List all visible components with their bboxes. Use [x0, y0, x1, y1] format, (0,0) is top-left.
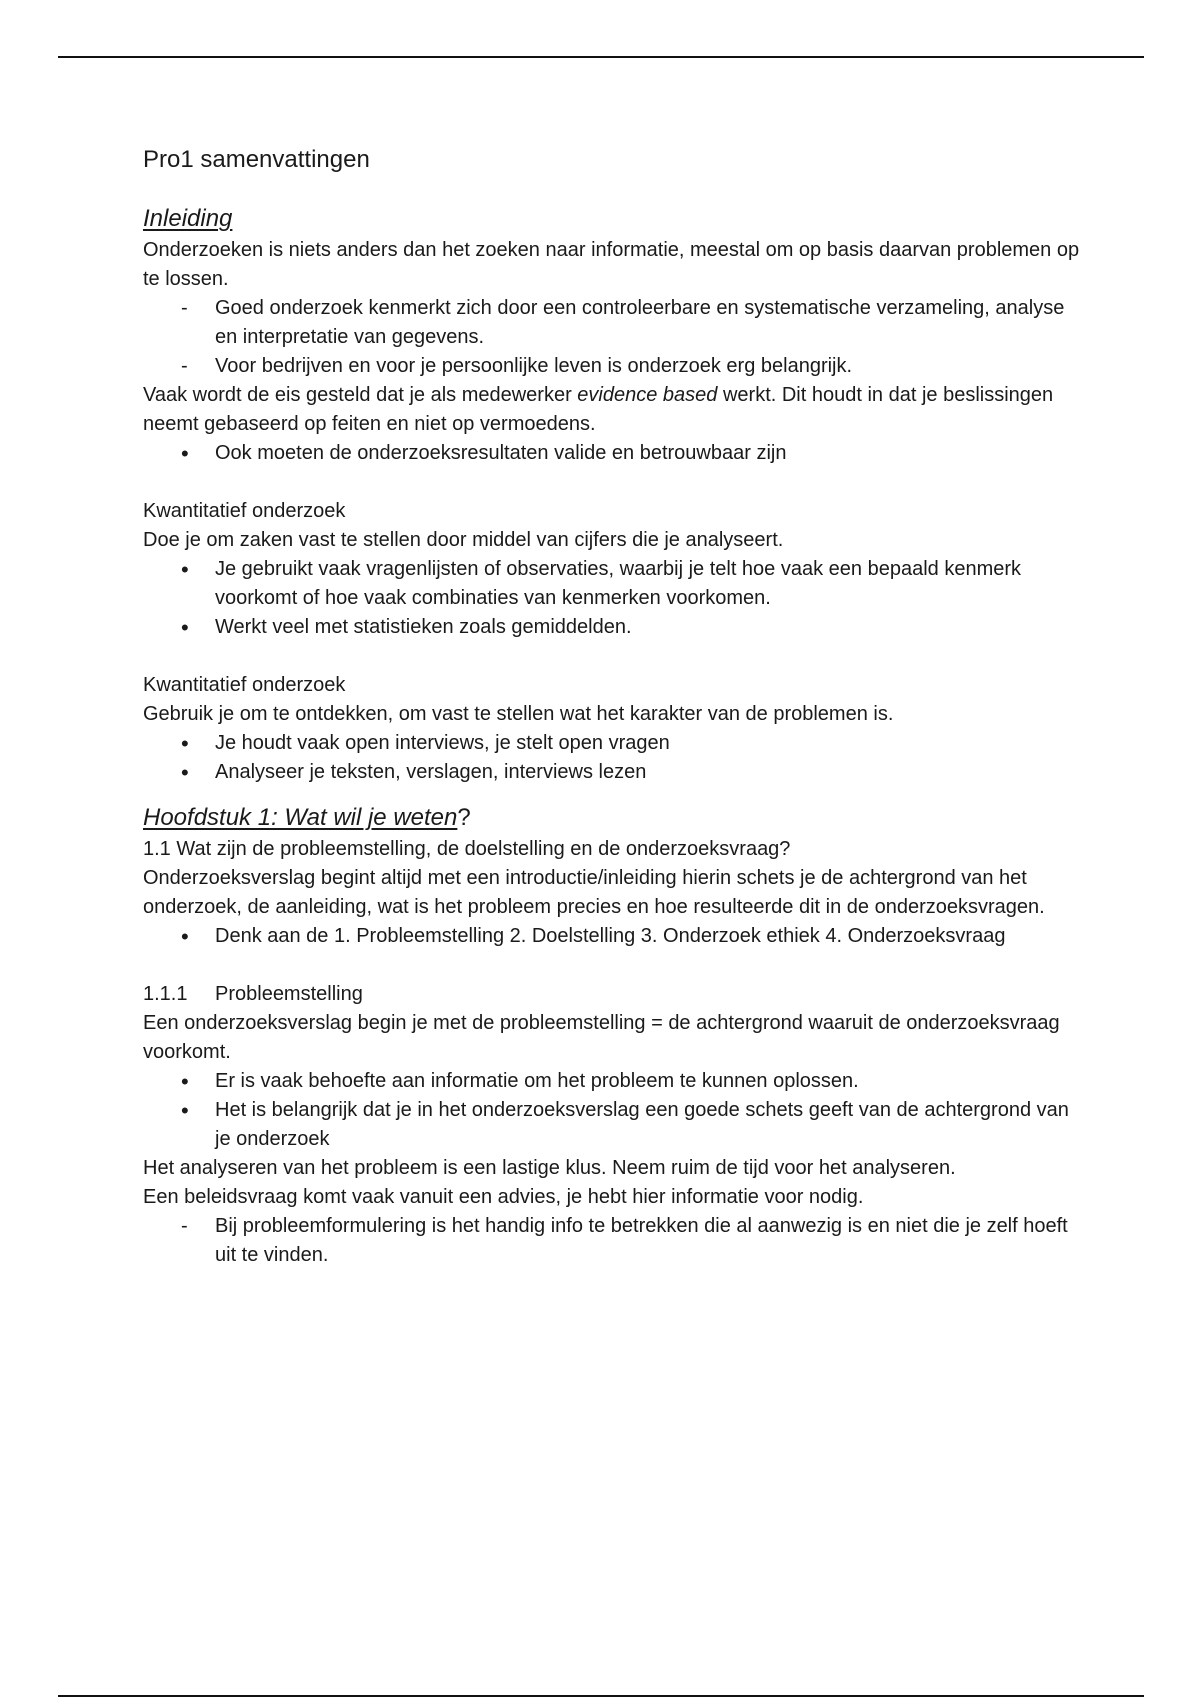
paragraph: Onderzoeken is niets anders dan het zoeken naar informatie, meestal om op basis daarvan problemen op te lossen.: [143, 239, 1080, 290]
list-item: • Denk aan de 1. Probleemstelling 2. Doelstelling 3. Onderzoek ethiek 4. Onderzoeksvraag: [143, 922, 1083, 951]
spacer: [143, 951, 1083, 980]
text: werkt. Dit houdt in dat je beslissingen neemt gebaseerd op feiten en niet op vermoedens.: [143, 384, 1054, 435]
dash-list: [143, 1212, 1083, 1270]
paragraph: Een onderzoeksverslag begin je met de probleemstelling = de achtergrond waaruit de onderzoeksvraag voorkomt.: [143, 1012, 1060, 1063]
text: Vaak wordt de eis gesteld dat je als medewerker: [143, 384, 578, 406]
header-rule: [58, 56, 1144, 58]
document-body: [143, 140, 1083, 1270]
list-item: • Het is belangrijk dat je in het onderzoeksverslag een goede schets geeft van de achtergrond van je onderzoek: [143, 1096, 1083, 1154]
bullet-list: [143, 1067, 1083, 1154]
bullet-list: [143, 922, 1083, 951]
section-number: 1.1.1: [143, 983, 188, 1005]
paragraph: Gebruik je om te ontdekken, om vast te stellen wat het karakter van de problemen is.: [143, 703, 894, 725]
paragraph: Een beleidsvraag komt vaak vanuit een advies, je hebt hier informatie voor nodig.: [143, 1186, 864, 1208]
subheading: Kwantitatief onderzoek: [143, 500, 346, 522]
dash-list: [143, 294, 1083, 381]
list-item: - Goed onderzoek kenmerkt zich door een controleerbare en systematische verzameling, analyse en interpretatie van gegevens.: [143, 294, 1083, 352]
list-item: • Je houdt vaak open interviews, je stelt open vragen: [143, 729, 1083, 758]
paragraph: Onderzoeksverslag begint altijd met een introductie/inleiding hierin schets je de achtergrond van het onderzoek, de aanleiding, wat is het probleem precies en hoe resulteerde dit in de onderzoeksvragen.: [143, 867, 1045, 918]
section-heading-inleiding: [143, 202, 1083, 236]
document-title: Pro1 samenvattingen: [143, 146, 370, 173]
heading-text: Hoofdstuk 1: Wat wil je weten: [143, 804, 458, 831]
list-item: - Voor bedrijven en voor je persoonlijke leven is onderzoek erg belangrijk.: [143, 352, 1083, 381]
list-item: • Er is vaak behoefte aan informatie om het probleem te kunnen oplossen.: [143, 1067, 1083, 1096]
emphasis-text: evidence based: [577, 384, 718, 406]
bullet-list: [143, 729, 1083, 787]
bullet-list: [143, 555, 1083, 642]
heading-text: Inleiding: [143, 205, 233, 232]
spacer: [143, 642, 1083, 671]
list-item: • Je gebruikt vaak vragenlijsten of observaties, waarbij je telt hoe vaak een bepaald kenmerk voorkomt of hoe vaak combinaties van kenmerken voorkomen.: [143, 555, 1083, 613]
list-item: • Ook moeten de onderzoeksresultaten valide en betrouwbaar zijn: [143, 439, 1083, 468]
heading-text: Probleemstelling: [215, 983, 363, 1005]
paragraph: Doe je om zaken vast te stellen door middel van cijfers die je analyseert.: [143, 529, 784, 551]
list-item: • Werkt veel met statistieken zoals gemiddelden.: [143, 613, 1083, 642]
list-item: - Bij probleemformulering is het handig info te betrekken die al aanwezig is en niet die je zelf hoeft uit te vinden.: [143, 1212, 1083, 1270]
paragraph: Het analyseren van het probleem is een lastige klus. Neem ruim de tijd voor het analyseren.: [143, 1157, 956, 1179]
heading-suffix: ?: [457, 804, 471, 831]
bullet-list: [143, 439, 1083, 468]
chapter-heading: [143, 801, 1083, 835]
spacer: [143, 468, 1083, 497]
section-subheading: 1.1 Wat zijn de probleemstelling, de doelstelling en de onderzoeksvraag?: [143, 838, 791, 860]
subheading: Kwantitatief onderzoek: [143, 674, 346, 696]
paragraph-evidence: [143, 381, 1083, 439]
list-item: • Analyseer je teksten, verslagen, interviews lezen: [143, 758, 1083, 787]
numbered-heading: [143, 980, 1083, 1009]
spacer: [143, 787, 1083, 801]
footer-rule: [58, 1695, 1144, 1697]
